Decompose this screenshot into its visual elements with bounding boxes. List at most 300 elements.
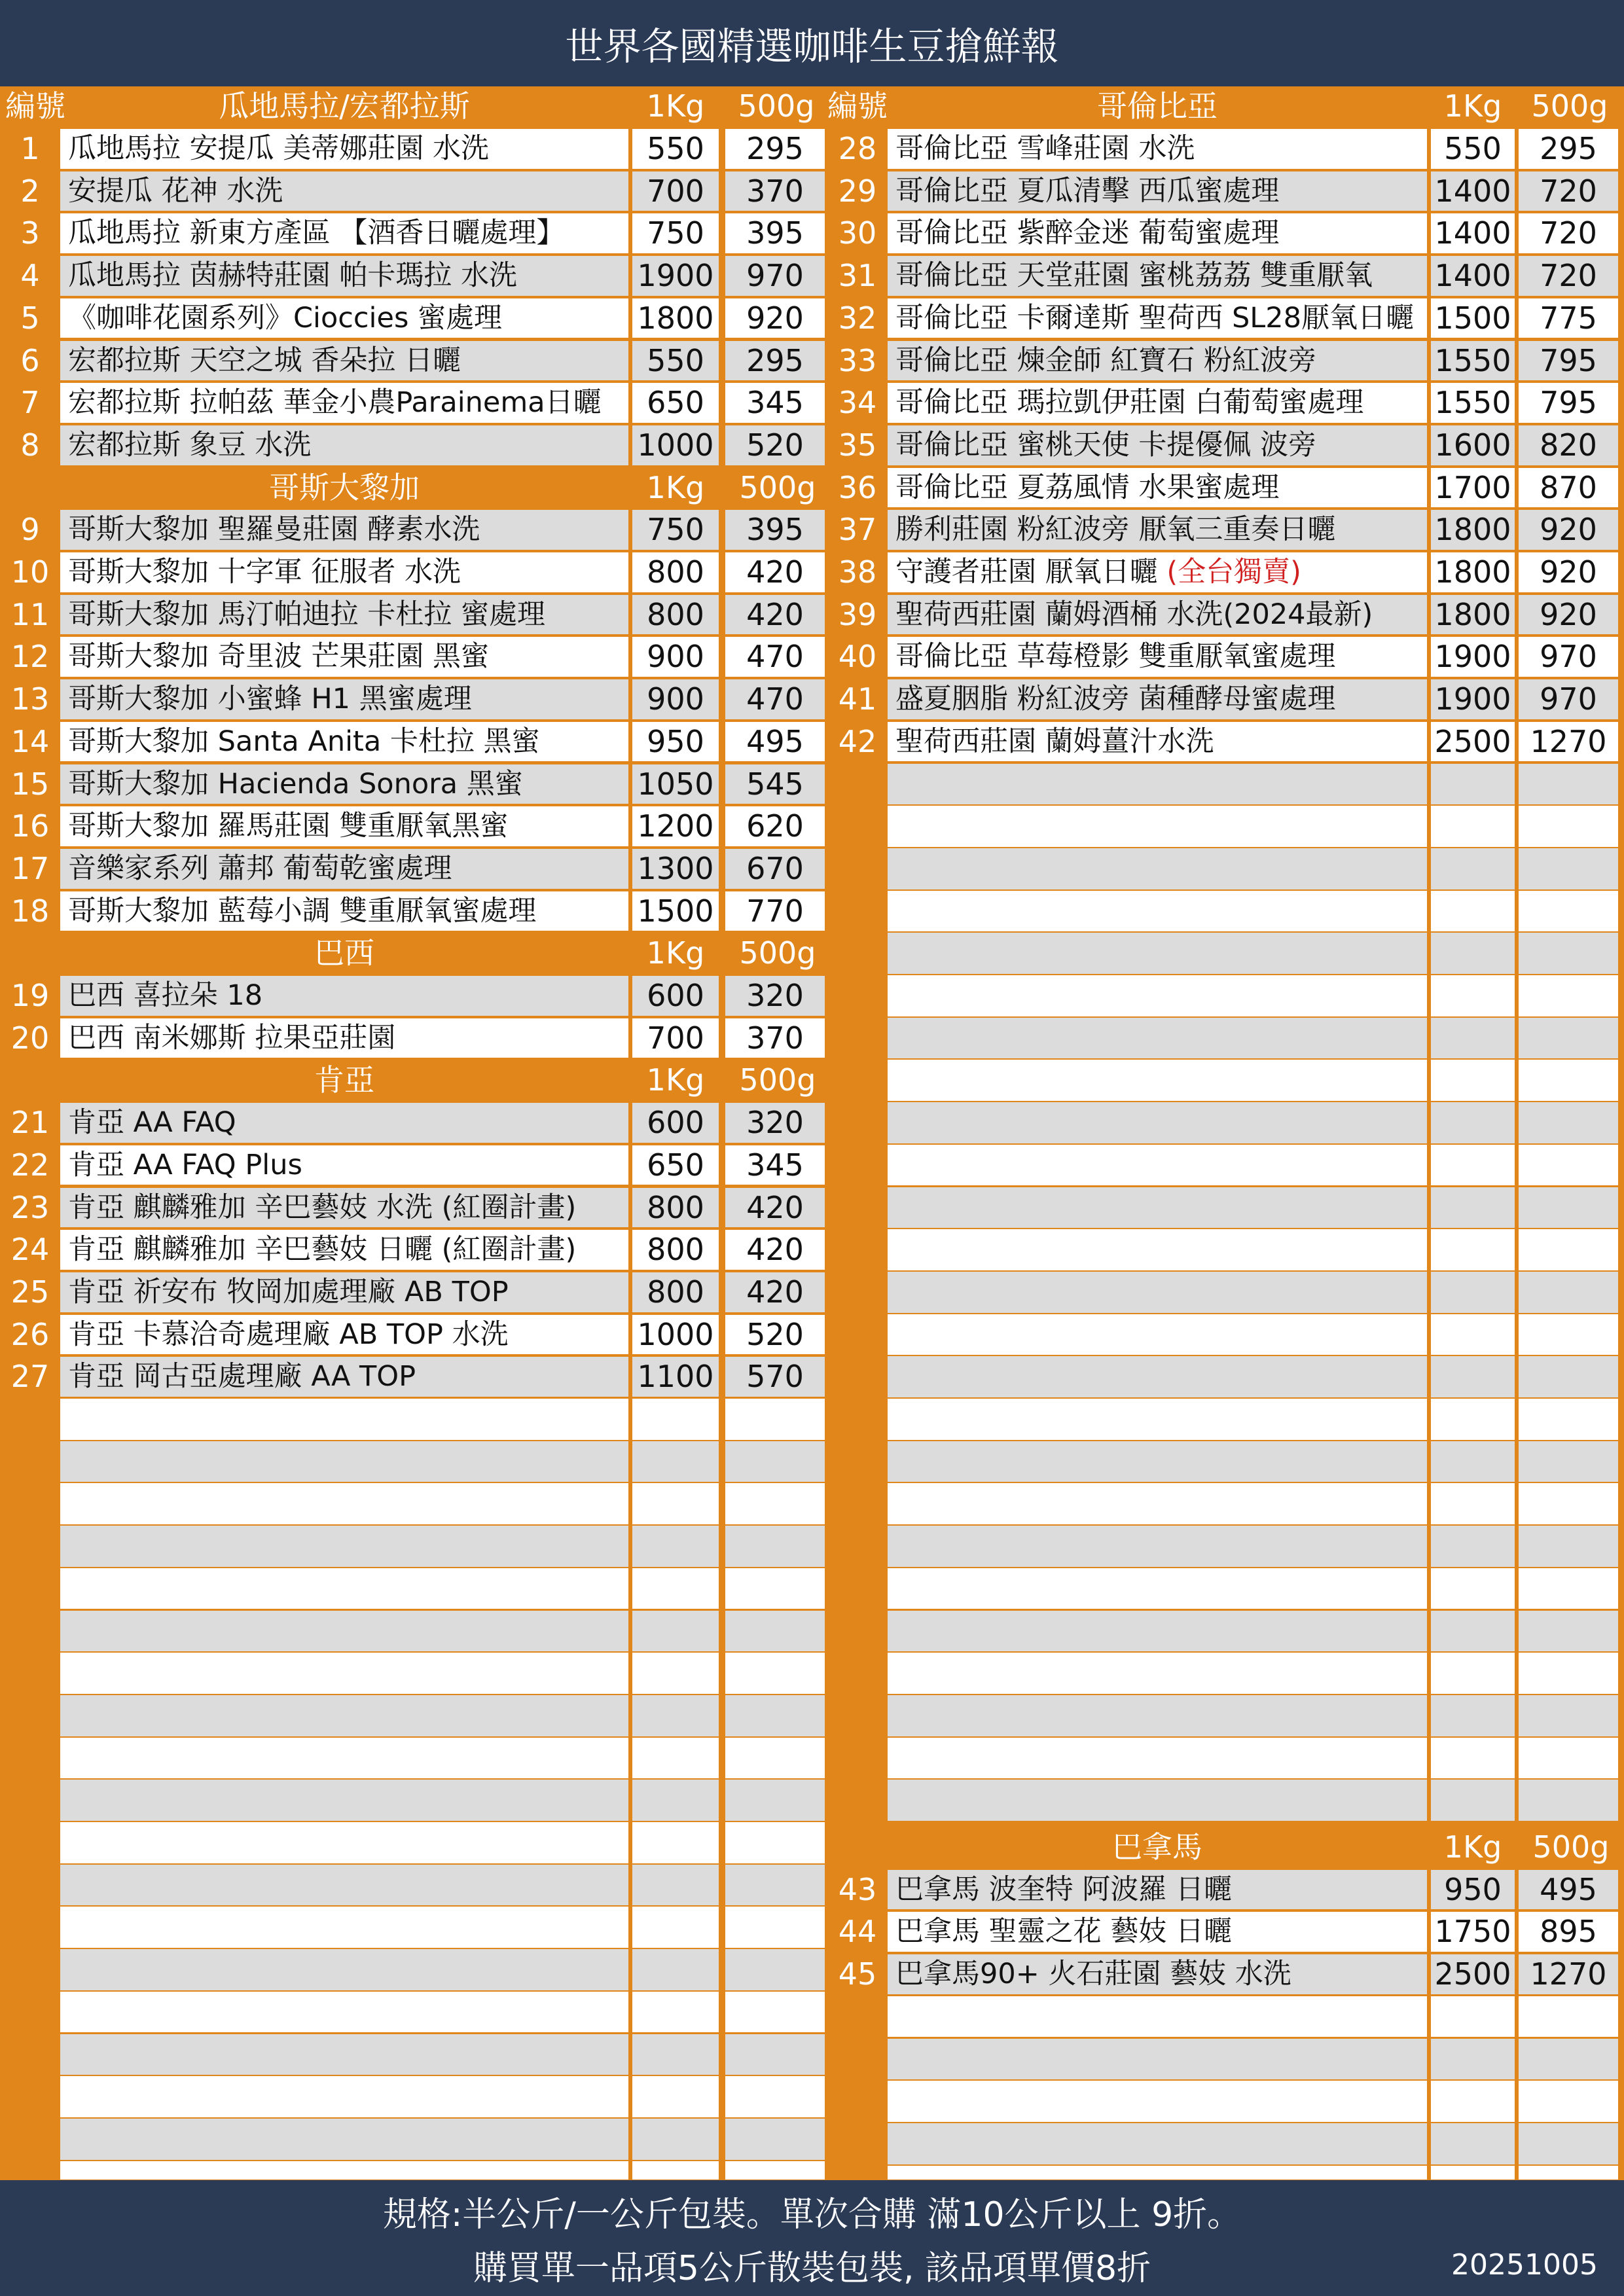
empty-row (888, 1229, 1427, 1270)
empty-row (632, 1907, 719, 1948)
item-number: 44 (838, 1914, 877, 1950)
empty-row (1431, 1738, 1515, 1779)
item-name-text: 哥倫比亞 卡爾達斯 聖荷西 SL28厭氧日曬 (895, 301, 1414, 334)
item-price-1kg: 650 (632, 1145, 719, 1185)
item-name-text: 哥倫比亞 夏瓜清擊 西瓜蜜處理 (895, 174, 1280, 207)
empty-row (888, 1060, 1427, 1101)
empty-row (1519, 1611, 1618, 1652)
empty-row (632, 2119, 719, 2160)
empty-row (632, 1949, 719, 1990)
item-price-1kg: 1900 (1431, 637, 1515, 677)
empty-row (1519, 848, 1618, 889)
empty-row (1519, 2039, 1618, 2080)
empty-row (1519, 1441, 1618, 1482)
empty-row (1519, 1653, 1618, 1694)
empty-row (725, 1738, 825, 1779)
empty-row (60, 1611, 628, 1652)
item-name-text: 肯亞 麒麟雅加 辛巴藝妓 日曬 (紅圈計畫) (68, 1233, 577, 1266)
empty-row (888, 1399, 1427, 1440)
item-number: 17 (10, 850, 50, 886)
empty-row (888, 1145, 1427, 1186)
empty-row (1431, 1611, 1515, 1652)
empty-row (60, 2161, 628, 2179)
right-number-header: 編號 (827, 88, 888, 124)
empty-row (725, 2076, 825, 2117)
empty-row (725, 1483, 825, 1524)
item-price-500g: 870 (1519, 468, 1618, 508)
item-number: 8 (20, 427, 40, 463)
item-price-500g: 395 (725, 213, 825, 253)
item-name-text: 宏都拉斯 天空之城 香朵拉 日曬 (68, 344, 461, 377)
empty-row (1431, 848, 1515, 889)
empty-row (888, 1441, 1427, 1482)
item-price-1kg: 1200 (632, 806, 719, 846)
item-price-500g: 770 (725, 891, 825, 931)
item-price-500g: 775 (1519, 298, 1618, 338)
empty-row (632, 1780, 719, 1821)
item-price-1kg: 700 (632, 171, 719, 211)
item-number: 2 (20, 173, 40, 209)
item-price-500g: 920 (725, 298, 825, 338)
item-number: 35 (838, 427, 877, 463)
item-price-500g: 920 (1519, 595, 1618, 635)
item-number: 33 (838, 342, 877, 378)
item-price-1kg: 550 (632, 129, 719, 169)
empty-row (888, 2081, 1427, 2122)
empty-row (1519, 2123, 1618, 2164)
item-price-500g: 420 (725, 552, 825, 592)
empty-row (1519, 1568, 1618, 1609)
item-name-text: 瓜地馬拉 茵赫特莊園 帕卡瑪拉 水洗 (68, 259, 518, 293)
empty-row (60, 2076, 628, 2117)
empty-row (1431, 975, 1515, 1016)
item-number: 4 (20, 258, 40, 294)
item-number: 12 (10, 639, 50, 675)
item-name (60, 722, 628, 762)
footer (0, 2180, 1624, 2296)
item-number: 23 (10, 1189, 50, 1225)
empty-row (60, 1568, 628, 1609)
item-name-text: 肯亞 AA FAQ Plus (68, 1148, 302, 1181)
empty-row (725, 1399, 825, 1440)
empty-row (632, 1526, 719, 1567)
item-price-500g: 795 (1519, 341, 1618, 381)
section-500g-header: 500g (739, 1062, 816, 1098)
item-name (60, 764, 628, 804)
item-price-1kg: 600 (632, 1103, 719, 1143)
item-price-500g: 920 (1519, 510, 1618, 550)
footer-date: 20251005 (1451, 2248, 1598, 2282)
item-price-1kg: 1100 (632, 1357, 719, 1397)
item-name-text: 哥斯大黎加 Hacienda Sonora 黑蜜 (68, 767, 523, 800)
item-price-1kg: 1400 (1431, 256, 1515, 296)
empty-row (1519, 1483, 1618, 1524)
item-name-text: 哥倫比亞 天堂莊園 蜜桃荔荔 雙重厭氧 (895, 259, 1373, 293)
item-price-1kg: 1500 (632, 891, 719, 931)
empty-row (632, 1822, 719, 1863)
left-region-header: 瓜地馬拉/宏都拉斯 (219, 88, 470, 124)
empty-row (1431, 1314, 1515, 1355)
empty-row (1431, 1272, 1515, 1313)
empty-row (888, 1018, 1427, 1059)
item-name-text: 哥倫比亞 草莓橙影 雙重厭氧蜜處理 (895, 640, 1336, 673)
item-name (888, 722, 1427, 762)
item-name (60, 1315, 628, 1355)
empty-row (1519, 1145, 1618, 1186)
empty-row (1519, 1780, 1618, 1821)
empty-row (1431, 1526, 1515, 1567)
item-name (888, 1870, 1427, 1910)
item-name-text: 聖荷西莊園 蘭姆薑汁水洗 (895, 725, 1214, 758)
item-name (60, 1145, 628, 1185)
empty-row (1519, 2081, 1618, 2122)
item-number: 21 (10, 1105, 50, 1141)
item-name-text: 巴拿馬 波奎特 阿波羅 日曬 (895, 1873, 1233, 1906)
item-price-500g: 470 (725, 637, 825, 677)
item-price-1kg: 2500 (1431, 1954, 1515, 1994)
empty-row (1519, 1526, 1618, 1567)
item-price-500g: 795 (1519, 383, 1618, 423)
item-name (888, 298, 1427, 338)
empty-row (1519, 1996, 1618, 2037)
item-number: 10 (10, 554, 50, 590)
item-name (60, 425, 628, 465)
page-title: 世界各國精選咖啡生豆搶鮮報 (0, 0, 1624, 86)
empty-row (888, 1272, 1427, 1313)
empty-row (725, 2119, 825, 2160)
empty-row (60, 1949, 628, 1990)
item-price-1kg: 800 (632, 552, 719, 592)
empty-row (1431, 1695, 1515, 1736)
footer-spec-line: 規格:半公斤/一公斤包裝。單次合購 滿10公斤以上 9折。 (382, 2195, 1242, 2234)
item-name-text: 哥斯大黎加 小蜜蜂 H1 黑蜜處理 (68, 683, 472, 716)
item-name (60, 171, 628, 211)
item-price-500g: 820 (1519, 425, 1618, 465)
empty-row (1519, 1399, 1618, 1440)
empty-row (1519, 1229, 1618, 1270)
empty-row (1431, 1187, 1515, 1229)
empty-row (1519, 1060, 1618, 1101)
item-name-text: 巴拿馬90+ 火石莊園 藝妓 水洗 (895, 1958, 1291, 1991)
empty-row (888, 2166, 1427, 2179)
empty-row (1431, 1483, 1515, 1524)
item-price-1kg: 750 (632, 213, 719, 253)
empty-row (1431, 933, 1515, 974)
item-name-text: 巴西 喜拉朵 18 (68, 979, 263, 1012)
item-name (888, 595, 1427, 635)
item-name (60, 637, 628, 677)
empty-row (632, 1441, 719, 1482)
item-name (888, 552, 1427, 592)
item-name (60, 552, 628, 592)
item-name (60, 595, 628, 635)
item-price-500g: 295 (1519, 129, 1618, 169)
item-price-1kg: 1750 (1431, 1912, 1515, 1952)
empty-row (888, 975, 1427, 1016)
empty-row (1431, 2123, 1515, 2164)
empty-row (888, 1780, 1427, 1821)
item-price-500g: 420 (725, 595, 825, 635)
empty-row (60, 1865, 628, 1906)
empty-row (1431, 891, 1515, 932)
item-name-text: 宏都拉斯 拉帕茲 華金小農Parainema日曬 (68, 386, 602, 420)
empty-row (725, 1992, 825, 2033)
item-name (60, 510, 628, 550)
item-number: 28 (838, 131, 877, 166)
empty-row (1431, 1399, 1515, 1440)
item-name (60, 1188, 628, 1228)
empty-row (632, 1695, 719, 1736)
section-500g-header: 500g (739, 469, 816, 505)
item-number: 19 (10, 978, 50, 1013)
item-name (888, 1912, 1427, 1952)
section-header-left-3: 肯亞 (314, 1062, 374, 1098)
item-price-500g: 370 (725, 1018, 825, 1058)
item-name-text: 守護者莊園 厭氧日曬 (895, 556, 1167, 588)
item-name (888, 341, 1427, 381)
item-number: 27 (10, 1359, 50, 1395)
item-number: 38 (838, 554, 877, 590)
item-name-text: 哥斯大黎加 Santa Anita 卡杜拉 黑蜜 (68, 725, 540, 758)
item-name-text: 哥倫比亞 瑪拉凱伊莊園 白葡萄蜜處理 (895, 386, 1364, 420)
empty-row (725, 1822, 825, 1863)
item-number: 42 (838, 723, 877, 759)
item-number: 31 (838, 258, 877, 294)
item-name-text: 哥倫比亞 蜜桃天使 卡提優佩 波旁 (895, 428, 1317, 461)
empty-row (888, 933, 1427, 974)
empty-row (888, 1695, 1427, 1736)
item-number: 18 (10, 893, 50, 929)
item-number: 41 (838, 681, 877, 717)
empty-row (888, 1568, 1427, 1609)
item-price-1kg: 800 (632, 1230, 719, 1270)
item-name-text: 哥斯大黎加 馬汀帕迪拉 卡杜拉 蜜處理 (68, 598, 546, 631)
right-kg-header: 1Kg (1443, 88, 1502, 124)
item-price-500g: 295 (725, 341, 825, 381)
item-number: 40 (838, 639, 877, 675)
empty-row (632, 1653, 719, 1694)
item-name (888, 1954, 1427, 1994)
item-name (60, 129, 628, 169)
item-name (60, 806, 628, 846)
right-500g-header: 500g (1531, 88, 1608, 124)
item-name (60, 679, 628, 719)
section-header-left-2: 巴西 (314, 935, 374, 971)
empty-row (725, 1568, 825, 1609)
item-name-text: 《咖啡花園系列》Cioccies 蜜處理 (68, 301, 503, 334)
right-region-header: 哥倫比亞 (1097, 88, 1218, 124)
item-price-500g: 970 (1519, 679, 1618, 719)
section-kg-header: 1Kg (646, 935, 705, 971)
item-name-text: 肯亞 卡慕洽奇處理廠 AB TOP 水洗 (68, 1318, 509, 1351)
item-price-1kg: 2500 (1431, 722, 1515, 762)
item-name (888, 510, 1427, 550)
item-price-1kg: 550 (632, 341, 719, 381)
item-price-1kg: 1000 (632, 1315, 719, 1355)
empty-row (1431, 2081, 1515, 2122)
empty-row (725, 1695, 825, 1736)
empty-row (60, 1399, 628, 1440)
empty-row (888, 2039, 1427, 2080)
item-name (888, 383, 1427, 423)
empty-row (725, 2161, 825, 2179)
item-name (60, 256, 628, 296)
item-price-500g: 470 (725, 679, 825, 719)
item-price-1kg: 1900 (1431, 679, 1515, 719)
item-number: 13 (10, 681, 50, 717)
section-500g-header: 500g (739, 935, 816, 971)
empty-row (1431, 1996, 1515, 2037)
empty-row (725, 1865, 825, 1906)
item-price-500g: 895 (1519, 1912, 1618, 1952)
empty-row (888, 1611, 1427, 1652)
item-name-text: 哥倫比亞 雪峰莊園 水洗 (895, 132, 1195, 165)
item-name (60, 298, 628, 338)
item-price-1kg: 1000 (632, 425, 719, 465)
item-price-500g: 295 (725, 129, 825, 169)
empty-row (1519, 764, 1618, 805)
item-price-500g: 420 (725, 1272, 825, 1312)
item-price-1kg: 1550 (1431, 383, 1515, 423)
empty-row (60, 1441, 628, 1482)
item-price-1kg: 1900 (632, 256, 719, 296)
item-price-500g: 970 (725, 256, 825, 296)
empty-row (725, 1949, 825, 1990)
empty-row (725, 1526, 825, 1567)
empty-row (632, 1865, 719, 1906)
footer-discount-line: 購買單一品項5公斤散裝包裝, 該品項單價8折 (473, 2249, 1151, 2288)
item-name (888, 637, 1427, 677)
item-name-text: 瓜地馬拉 安提瓜 美蒂娜莊園 水洗 (68, 132, 490, 165)
item-number: 6 (20, 342, 40, 378)
item-price-1kg: 1050 (632, 764, 719, 804)
empty-row (1519, 1018, 1618, 1059)
item-name-text: 盛夏胭脂 粉紅波旁 菌種酵母蜜處理 (895, 683, 1336, 716)
empty-row (1519, 1272, 1618, 1313)
empty-row (60, 1992, 628, 2033)
empty-row (888, 1738, 1427, 1779)
empty-row (888, 891, 1427, 932)
item-price-1kg: 950 (1431, 1870, 1515, 1910)
item-number: 7 (20, 385, 40, 421)
item-price-1kg: 1550 (1431, 341, 1515, 381)
empty-row (1431, 1568, 1515, 1609)
item-number: 24 (10, 1232, 50, 1268)
item-number: 45 (838, 1956, 877, 1992)
item-name-text: 哥倫比亞 煉金師 紅寶石 粉紅波旁 (895, 344, 1317, 377)
empty-row (725, 1907, 825, 1948)
item-price-1kg: 650 (632, 383, 719, 423)
item-number: 36 (838, 469, 877, 505)
item-name (60, 383, 628, 423)
item-name (60, 849, 628, 889)
empty-row (1519, 891, 1618, 932)
item-price-1kg: 1800 (1431, 595, 1515, 635)
empty-row (632, 1611, 719, 1652)
item-price-1kg: 600 (632, 976, 719, 1016)
empty-row (60, 2119, 628, 2160)
empty-row (725, 1441, 825, 1482)
item-name (60, 213, 628, 253)
item-name (60, 1230, 628, 1270)
item-name (60, 1272, 628, 1312)
item-price-1kg: 1500 (1431, 298, 1515, 338)
item-price-500g: 520 (725, 1315, 825, 1355)
item-price-1kg: 800 (632, 1272, 719, 1312)
item-price-1kg: 800 (632, 1188, 719, 1228)
item-name (888, 468, 1427, 508)
empty-row (888, 1526, 1427, 1567)
item-price-500g: 1270 (1519, 1954, 1618, 1994)
empty-row (725, 1653, 825, 1694)
empty-row (725, 1780, 825, 1821)
empty-row (1431, 1780, 1515, 1821)
empty-row (888, 1483, 1427, 1524)
item-name-text: 肯亞 麒麟雅加 辛巴藝妓 水洗 (紅圈計畫) (68, 1191, 577, 1224)
item-number: 3 (20, 215, 40, 251)
item-price-500g: 320 (725, 976, 825, 1016)
empty-row (888, 1187, 1427, 1229)
empty-row (632, 2034, 719, 2075)
empty-row (60, 1907, 628, 1948)
empty-row (725, 1611, 825, 1652)
item-number: 16 (10, 808, 50, 844)
empty-row (1519, 1356, 1618, 1397)
item-number: 32 (838, 300, 877, 336)
empty-row (60, 1483, 628, 1524)
empty-row (1431, 1018, 1515, 1059)
item-price-500g: 670 (725, 849, 825, 889)
item-name-text: 哥斯大黎加 奇里波 芒果莊園 黑蜜 (68, 640, 490, 673)
item-name (60, 1357, 628, 1397)
item-number: 22 (10, 1147, 50, 1183)
item-price-500g: 420 (725, 1230, 825, 1270)
item-price-500g: 420 (725, 1188, 825, 1228)
empty-row (632, 1483, 719, 1524)
empty-row (888, 806, 1427, 847)
item-name-text: 勝利莊園 粉紅波旁 厭氧三重奏日曬 (895, 513, 1336, 547)
left-number-header: 編號 (5, 88, 65, 124)
empty-row (632, 1992, 719, 2033)
empty-row (1519, 1102, 1618, 1143)
item-price-1kg: 550 (1431, 129, 1515, 169)
empty-row (1431, 1229, 1515, 1270)
item-price-500g: 495 (725, 722, 825, 762)
item-number: 37 (838, 512, 877, 548)
item-name (60, 891, 628, 931)
empty-row (888, 848, 1427, 889)
item-price-500g: 520 (725, 425, 825, 465)
item-price-1kg: 1700 (1431, 468, 1515, 508)
item-name (888, 256, 1427, 296)
item-number: 43 (838, 1871, 877, 1907)
item-price-1kg: 700 (632, 1018, 719, 1058)
empty-row (888, 1356, 1427, 1397)
item-price-1kg: 900 (632, 637, 719, 677)
empty-row (632, 2161, 719, 2179)
item-name (888, 679, 1427, 719)
empty-row (888, 1653, 1427, 1694)
left-kg-header: 1Kg (646, 88, 705, 124)
item-price-500g: 570 (725, 1357, 825, 1397)
item-price-1kg: 800 (632, 595, 719, 635)
empty-row (60, 1822, 628, 1863)
empty-row (1431, 1441, 1515, 1482)
item-name-text: 哥斯大黎加 聖羅曼莊園 酵素水洗 (68, 513, 480, 547)
item-number: 26 (10, 1316, 50, 1352)
item-number: 14 (10, 723, 50, 759)
section-kg-header: 1Kg (1443, 1829, 1502, 1865)
